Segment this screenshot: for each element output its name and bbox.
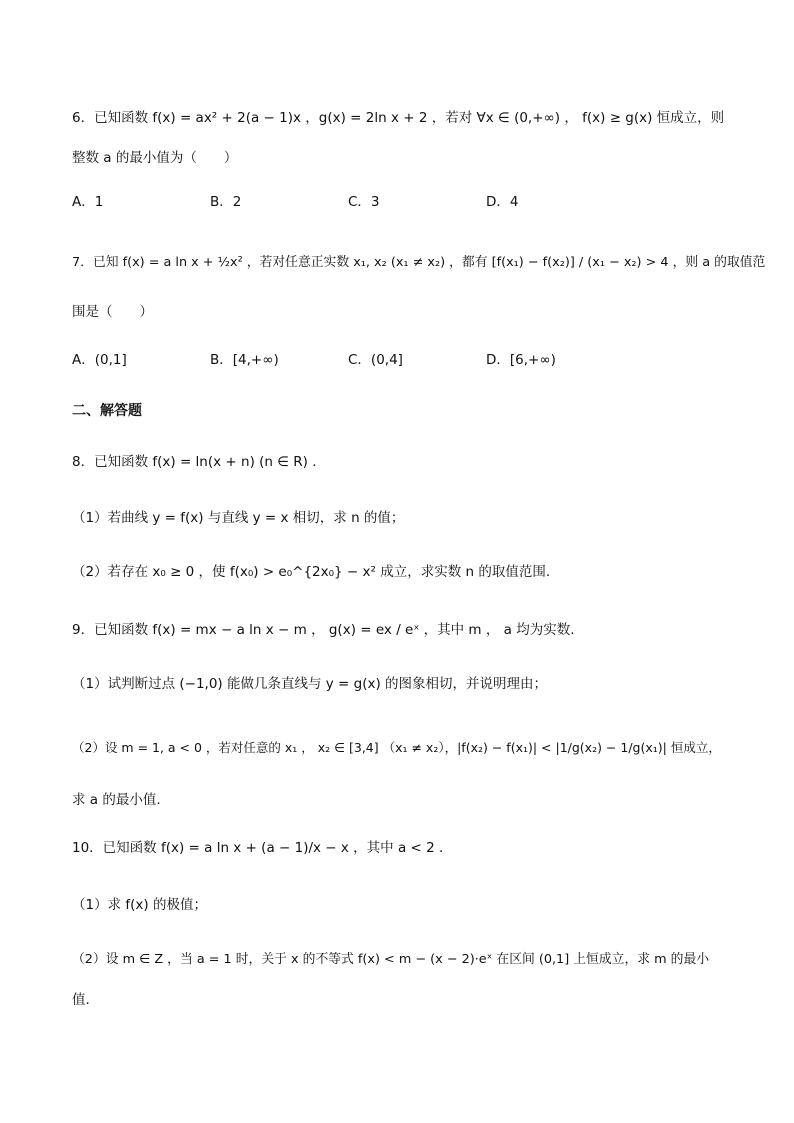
- q6-option-a: A．1: [72, 194, 104, 210]
- q7-option-d: D．[6,+∞): [486, 352, 556, 368]
- q10-stem: 10．已知函数 f(x) = a ln x + (a − 1)/x − x ，其中 a < 2 .: [72, 840, 444, 856]
- q6-option-b: B．2: [210, 194, 242, 210]
- q9-part2-line1: （2）设 m = 1, a < 0 ，若对任意的 x₁ ， x₂ ∈ [3,4] （x₁ ≠ x₂），|f(x₂) − f(x₁)| < |1/g(x₂) − 1/g(x₁)| 恒成立，: [72, 740, 721, 755]
- q7-line1: 7．已知 f(x) = a ln x + ½x² ，若对任意正实数 x₁, x₂ (x₁ ≠ x₂) ，都有 [f(x₁) − f(x₂)] / (x₁ − x₂) > 4 ，则 a 的取值范: [72, 255, 766, 270]
- q10-part1: （1）求 f(x) 的极值；: [72, 897, 207, 913]
- q8-part1: （1）若曲线 y = f(x) 与直线 y = x 相切，求 n 的值；: [72, 510, 405, 526]
- q6-option-c: C．3: [348, 194, 380, 210]
- q10-part2-line2: 值.: [72, 992, 90, 1008]
- q10-part2-line1: （2）设 m ∈ Z ，当 a = 1 时，关于 x 的不等式 f(x) < m − (x − 2)·eˣ 在区间 (0,1] 上恒成立，求 m 的最小: [72, 952, 710, 967]
- q8-part2: （2）若存在 x₀ ≥ 0 ，使 f(x₀) > e₀^{2x₀} − x² 成立，求实数 n 的取值范围.: [72, 564, 551, 580]
- q8-stem: 8．已知函数 f(x) = ln(x + n) (n ∈ R) .: [72, 454, 317, 470]
- q7-option-a: A．(0,1]: [72, 352, 127, 368]
- q7-option-c: C．(0,4]: [348, 352, 403, 368]
- q6-line2: 整数 a 的最小值为（ ）: [72, 150, 238, 166]
- q9-part2-line2: 求 a 的最小值.: [72, 792, 161, 808]
- q9-part1: （1）试判断过点 (−1,0) 能做几条直线与 y = g(x) 的图象相切，并说明理由；: [72, 676, 548, 692]
- q7-line2: 围是（ ）: [72, 304, 153, 320]
- q6-line1: 6．已知函数 f(x) = ax² + 2(a − 1)x ，g(x) = 2ln x + 2 ，若对 ∀x ∈ (0,+∞) ， f(x) ≥ g(x) 恒成立，则: [72, 110, 725, 126]
- q9-stem: 9．已知函数 f(x) = mx − a ln x − m ， g(x) = ex / eˣ ，其中 m ， a 均为实数.: [72, 622, 575, 638]
- q6-option-d: D．4: [486, 194, 519, 210]
- q7-option-b: B．[4,+∞): [210, 352, 279, 368]
- section-title: 二、解答题: [72, 403, 142, 419]
